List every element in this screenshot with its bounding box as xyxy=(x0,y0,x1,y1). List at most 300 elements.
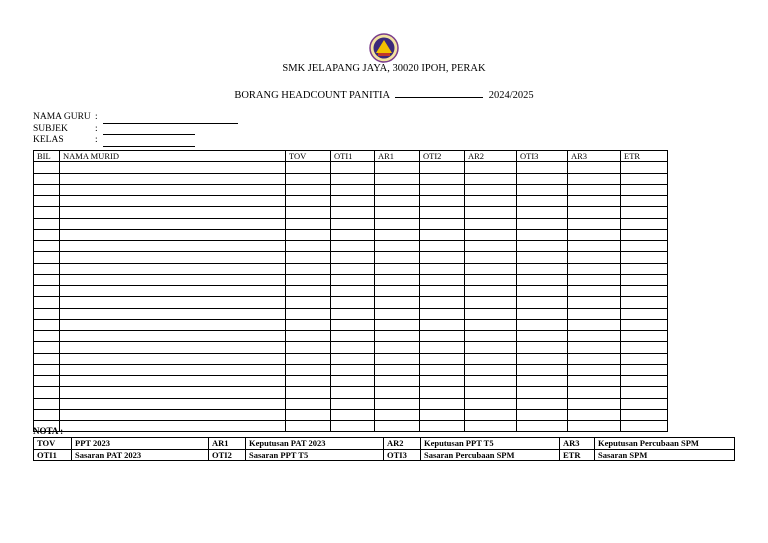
subjek-line[interactable] xyxy=(103,126,195,135)
table-cell[interactable] xyxy=(420,229,465,240)
session-year: 2024/2025 xyxy=(488,90,534,101)
table-cell[interactable] xyxy=(420,252,465,263)
table-cell[interactable] xyxy=(568,252,621,263)
table-cell[interactable] xyxy=(621,353,668,364)
column-header: OTI1 xyxy=(331,151,375,162)
table-cell[interactable] xyxy=(465,387,517,398)
column-header: ETR xyxy=(621,151,668,162)
table-cell[interactable] xyxy=(621,252,668,263)
table-cell[interactable] xyxy=(465,331,517,342)
nota-description: Sasaran PPT T5 xyxy=(246,449,384,461)
table-cell[interactable] xyxy=(465,398,517,409)
table-cell[interactable] xyxy=(568,409,621,420)
table-cell[interactable] xyxy=(420,421,465,432)
table-cell[interactable] xyxy=(517,229,568,240)
table-cell[interactable] xyxy=(621,263,668,274)
table-cell[interactable] xyxy=(420,376,465,387)
table-row xyxy=(34,421,668,432)
table-row xyxy=(34,218,668,229)
table-cell[interactable] xyxy=(60,286,286,297)
table-cell[interactable] xyxy=(517,241,568,252)
table-cell[interactable] xyxy=(420,196,465,207)
table-cell[interactable] xyxy=(331,319,375,330)
field-colon: : xyxy=(95,135,98,145)
table-cell[interactable] xyxy=(465,376,517,387)
nota-description: Sasaran PAT 2023 xyxy=(72,449,209,461)
table-cell[interactable] xyxy=(568,308,621,319)
table-cell[interactable] xyxy=(420,241,465,252)
table-row xyxy=(34,263,668,274)
table-cell[interactable] xyxy=(465,297,517,308)
table-cell[interactable] xyxy=(34,387,60,398)
table-cell[interactable] xyxy=(568,162,621,173)
table-cell[interactable] xyxy=(568,173,621,184)
table-cell[interactable] xyxy=(60,342,286,353)
table-cell[interactable] xyxy=(34,274,60,285)
table-cell[interactable] xyxy=(517,297,568,308)
table-cell[interactable] xyxy=(621,376,668,387)
table-cell[interactable] xyxy=(286,398,331,409)
table-cell[interactable] xyxy=(286,184,331,195)
table-cell[interactable] xyxy=(621,364,668,375)
table-cell[interactable] xyxy=(286,376,331,387)
headcount-table xyxy=(33,150,668,432)
table-cell[interactable] xyxy=(60,331,286,342)
table-cell[interactable] xyxy=(375,421,420,432)
table-cell[interactable] xyxy=(286,387,331,398)
table-cell[interactable] xyxy=(60,398,286,409)
table-cell[interactable] xyxy=(60,207,286,218)
form-fields xyxy=(33,112,238,147)
table-cell[interactable] xyxy=(517,184,568,195)
table-row xyxy=(34,376,668,387)
table-row xyxy=(34,196,668,207)
table-cell[interactable] xyxy=(375,274,420,285)
table-cell[interactable] xyxy=(517,319,568,330)
nota-code: OTI2 xyxy=(209,449,246,461)
table-cell[interactable] xyxy=(34,342,60,353)
table-cell[interactable] xyxy=(568,376,621,387)
table-cell[interactable] xyxy=(286,196,331,207)
table-cell[interactable] xyxy=(375,308,420,319)
table-cell[interactable] xyxy=(34,184,60,195)
table-cell[interactable] xyxy=(331,364,375,375)
kelas-line[interactable] xyxy=(103,138,195,147)
table-cell[interactable] xyxy=(517,364,568,375)
table-cell[interactable] xyxy=(568,207,621,218)
table-cell[interactable] xyxy=(621,196,668,207)
table-cell[interactable] xyxy=(60,252,286,263)
table-row xyxy=(34,409,668,420)
table-row xyxy=(34,364,668,375)
table-cell[interactable] xyxy=(568,319,621,330)
column-header: OTI3 xyxy=(517,151,568,162)
table-cell[interactable] xyxy=(60,274,286,285)
table-cell[interactable] xyxy=(286,319,331,330)
table-cell[interactable] xyxy=(420,297,465,308)
table-cell[interactable] xyxy=(621,319,668,330)
table-cell[interactable] xyxy=(331,342,375,353)
table-cell[interactable] xyxy=(420,173,465,184)
table-cell[interactable] xyxy=(517,274,568,285)
table-cell[interactable] xyxy=(331,353,375,364)
table-cell[interactable] xyxy=(621,297,668,308)
table-cell[interactable] xyxy=(621,398,668,409)
table-cell[interactable] xyxy=(34,331,60,342)
table-cell[interactable] xyxy=(420,286,465,297)
table-cell[interactable] xyxy=(517,263,568,274)
table-cell[interactable] xyxy=(420,184,465,195)
table-cell[interactable] xyxy=(621,421,668,432)
table-cell[interactable] xyxy=(331,297,375,308)
table-cell[interactable] xyxy=(621,342,668,353)
nota-code: TOV xyxy=(34,438,72,450)
table-cell[interactable] xyxy=(465,342,517,353)
table-cell[interactable] xyxy=(34,286,60,297)
table-cell[interactable] xyxy=(60,184,286,195)
table-cell[interactable] xyxy=(465,409,517,420)
table-cell[interactable] xyxy=(568,297,621,308)
table-cell[interactable] xyxy=(331,184,375,195)
table-cell[interactable] xyxy=(286,297,331,308)
nota-description: Keputusan Percubaan SPM xyxy=(595,438,735,450)
table-cell[interactable] xyxy=(465,173,517,184)
table-cell[interactable] xyxy=(568,274,621,285)
table-cell[interactable] xyxy=(331,409,375,420)
table-cell[interactable] xyxy=(568,331,621,342)
field-nama-guru xyxy=(33,112,238,124)
table-cell[interactable] xyxy=(60,387,286,398)
table-cell[interactable] xyxy=(331,274,375,285)
table-cell[interactable] xyxy=(375,353,420,364)
column-header: NAMA MURID xyxy=(60,151,286,162)
table-cell[interactable] xyxy=(621,308,668,319)
table-cell[interactable] xyxy=(286,342,331,353)
table-cell[interactable] xyxy=(60,173,286,184)
table-cell[interactable] xyxy=(375,331,420,342)
table-cell[interactable] xyxy=(568,421,621,432)
table-cell[interactable] xyxy=(465,162,517,173)
table-cell[interactable] xyxy=(34,308,60,319)
school-logo xyxy=(368,33,400,63)
nota-code: OTI3 xyxy=(384,449,421,461)
table-cell[interactable] xyxy=(60,308,286,319)
table-cell[interactable] xyxy=(60,353,286,364)
table-row xyxy=(34,286,668,297)
nota-description: Sasaran Percubaan SPM xyxy=(421,449,560,461)
table-cell[interactable] xyxy=(517,342,568,353)
table-cell[interactable] xyxy=(375,207,420,218)
field-colon: : xyxy=(95,112,98,122)
table-cell[interactable] xyxy=(465,218,517,229)
table-cell[interactable] xyxy=(375,342,420,353)
table-cell[interactable] xyxy=(375,263,420,274)
panitia-blank-line xyxy=(395,88,483,98)
nota-description: Keputusan PAT 2023 xyxy=(246,438,384,450)
table-cell[interactable] xyxy=(375,173,420,184)
table-cell[interactable] xyxy=(517,207,568,218)
table-cell[interactable] xyxy=(420,331,465,342)
table-cell[interactable] xyxy=(60,241,286,252)
school-name: SMK JELAPANG JAYA, 30020 IPOH, PERAK xyxy=(282,63,486,74)
table-cell[interactable] xyxy=(621,387,668,398)
table-cell[interactable] xyxy=(420,274,465,285)
table-cell[interactable] xyxy=(375,218,420,229)
table-cell[interactable] xyxy=(375,364,420,375)
table-cell[interactable] xyxy=(286,274,331,285)
table-cell[interactable] xyxy=(375,387,420,398)
field-label: KELAS xyxy=(33,135,64,145)
table-cell[interactable] xyxy=(286,331,331,342)
form-title-text: BORANG HEADCOUNT PANITIA xyxy=(234,90,390,101)
table-cell[interactable] xyxy=(34,297,60,308)
table-cell[interactable] xyxy=(420,319,465,330)
nota-description: Keputusan PPT T5 xyxy=(421,438,560,450)
table-row xyxy=(34,173,668,184)
table-cell[interactable] xyxy=(568,398,621,409)
table-cell[interactable] xyxy=(331,173,375,184)
table-cell[interactable] xyxy=(517,162,568,173)
table-cell[interactable] xyxy=(375,252,420,263)
table-cell[interactable] xyxy=(420,353,465,364)
table-cell[interactable] xyxy=(286,241,331,252)
table-cell[interactable] xyxy=(517,409,568,420)
table-cell[interactable] xyxy=(331,421,375,432)
table-cell[interactable] xyxy=(621,207,668,218)
table-cell[interactable] xyxy=(60,409,286,420)
table-cell[interactable] xyxy=(34,207,60,218)
table-cell[interactable] xyxy=(286,207,331,218)
table-cell[interactable] xyxy=(465,286,517,297)
table-cell[interactable] xyxy=(331,162,375,173)
table-cell[interactable] xyxy=(568,387,621,398)
table-cell[interactable] xyxy=(375,286,420,297)
table-cell[interactable] xyxy=(375,409,420,420)
column-header: AR2 xyxy=(465,151,517,162)
table-cell[interactable] xyxy=(375,241,420,252)
table-row xyxy=(34,207,668,218)
table-cell[interactable] xyxy=(465,241,517,252)
table-cell[interactable] xyxy=(465,421,517,432)
nota-row xyxy=(34,449,735,461)
table-cell[interactable] xyxy=(286,353,331,364)
table-cell[interactable] xyxy=(621,184,668,195)
table-cell[interactable] xyxy=(375,398,420,409)
table-cell[interactable] xyxy=(568,364,621,375)
table-cell[interactable] xyxy=(60,218,286,229)
table-cell[interactable] xyxy=(517,331,568,342)
table-cell[interactable] xyxy=(60,229,286,240)
table-cell[interactable] xyxy=(286,162,331,173)
table-row xyxy=(34,241,668,252)
table-row xyxy=(34,319,668,330)
table-cell[interactable] xyxy=(286,173,331,184)
table-row xyxy=(34,387,668,398)
table-cell[interactable] xyxy=(60,376,286,387)
table-cell[interactable] xyxy=(621,162,668,173)
table-cell[interactable] xyxy=(375,297,420,308)
table-cell[interactable] xyxy=(60,319,286,330)
table-cell[interactable] xyxy=(465,196,517,207)
table-cell[interactable] xyxy=(621,229,668,240)
table-cell[interactable] xyxy=(621,241,668,252)
table-cell[interactable] xyxy=(568,353,621,364)
table-cell[interactable] xyxy=(60,196,286,207)
table-cell[interactable] xyxy=(465,263,517,274)
table-cell[interactable] xyxy=(621,409,668,420)
table-cell[interactable] xyxy=(465,184,517,195)
table-cell[interactable] xyxy=(60,162,286,173)
table-cell[interactable] xyxy=(34,398,60,409)
table-cell[interactable] xyxy=(331,286,375,297)
table-cell[interactable] xyxy=(517,353,568,364)
table-cell[interactable] xyxy=(517,196,568,207)
table-cell[interactable] xyxy=(34,218,60,229)
table-cell[interactable] xyxy=(286,286,331,297)
table-cell[interactable] xyxy=(420,398,465,409)
nota-code: AR2 xyxy=(384,438,421,450)
field-label: NAMA GURU xyxy=(33,112,91,122)
nota-label: NOTA : xyxy=(33,426,64,436)
table-cell[interactable] xyxy=(286,409,331,420)
table-cell[interactable] xyxy=(375,184,420,195)
table-row xyxy=(34,252,668,263)
table-cell[interactable] xyxy=(286,308,331,319)
nota-description: Sasaran SPM xyxy=(595,449,735,461)
table-cell[interactable] xyxy=(420,342,465,353)
table-cell[interactable] xyxy=(331,376,375,387)
table-cell[interactable] xyxy=(34,319,60,330)
table-cell[interactable] xyxy=(568,229,621,240)
table-cell[interactable] xyxy=(331,196,375,207)
table-cell[interactable] xyxy=(465,207,517,218)
table-cell[interactable] xyxy=(375,319,420,330)
table-cell[interactable] xyxy=(465,319,517,330)
table-cell[interactable] xyxy=(34,353,60,364)
table-cell[interactable] xyxy=(286,263,331,274)
table-cell[interactable] xyxy=(568,342,621,353)
table-cell[interactable] xyxy=(420,387,465,398)
table-cell[interactable] xyxy=(331,263,375,274)
table-row xyxy=(34,308,668,319)
table-cell[interactable] xyxy=(420,162,465,173)
column-header: AR3 xyxy=(568,151,621,162)
table-cell[interactable] xyxy=(34,252,60,263)
table-cell[interactable] xyxy=(286,252,331,263)
table-cell[interactable] xyxy=(568,286,621,297)
table-cell[interactable] xyxy=(517,421,568,432)
table-cell[interactable] xyxy=(420,218,465,229)
table-cell[interactable] xyxy=(34,263,60,274)
table-cell[interactable] xyxy=(34,364,60,375)
table-cell[interactable] xyxy=(568,196,621,207)
table-cell[interactable] xyxy=(517,376,568,387)
table-cell[interactable] xyxy=(286,364,331,375)
column-header: BIL xyxy=(34,151,60,162)
table-cell[interactable] xyxy=(420,364,465,375)
table-cell[interactable] xyxy=(621,286,668,297)
table-cell[interactable] xyxy=(286,229,331,240)
table-cell[interactable] xyxy=(621,331,668,342)
table-cell[interactable] xyxy=(517,218,568,229)
table-cell[interactable] xyxy=(34,196,60,207)
table-cell[interactable] xyxy=(568,263,621,274)
table-cell[interactable] xyxy=(331,241,375,252)
table-cell[interactable] xyxy=(375,229,420,240)
table-cell[interactable] xyxy=(331,229,375,240)
table-cell[interactable] xyxy=(60,421,286,432)
table-cell[interactable] xyxy=(331,207,375,218)
table-cell[interactable] xyxy=(34,173,60,184)
table-cell[interactable] xyxy=(375,162,420,173)
table-cell[interactable] xyxy=(286,421,331,432)
table-cell[interactable] xyxy=(517,308,568,319)
nama-guru-line[interactable] xyxy=(103,115,238,124)
table-cell[interactable] xyxy=(568,218,621,229)
table-cell[interactable] xyxy=(568,241,621,252)
table-cell[interactable] xyxy=(34,409,60,420)
table-cell[interactable] xyxy=(420,409,465,420)
table-cell[interactable] xyxy=(517,398,568,409)
table-cell[interactable] xyxy=(34,229,60,240)
table-cell[interactable] xyxy=(331,398,375,409)
table-cell[interactable] xyxy=(34,241,60,252)
table-cell[interactable] xyxy=(621,274,668,285)
table-cell[interactable] xyxy=(60,364,286,375)
nota-code: ETR xyxy=(560,449,595,461)
table-cell[interactable] xyxy=(517,252,568,263)
table-cell[interactable] xyxy=(568,184,621,195)
table-cell[interactable] xyxy=(420,263,465,274)
table-row xyxy=(34,331,668,342)
table-cell[interactable] xyxy=(375,376,420,387)
table-row xyxy=(34,353,668,364)
table-cell[interactable] xyxy=(34,376,60,387)
table-cell[interactable] xyxy=(331,218,375,229)
field-subjek xyxy=(33,124,238,136)
table-cell[interactable] xyxy=(60,297,286,308)
field-colon: : xyxy=(95,123,98,134)
table-cell[interactable] xyxy=(60,263,286,274)
table-cell[interactable] xyxy=(420,207,465,218)
table-cell[interactable] xyxy=(420,308,465,319)
table-cell[interactable] xyxy=(517,173,568,184)
nota-row xyxy=(34,438,735,450)
form-title xyxy=(0,88,768,101)
table-cell[interactable] xyxy=(517,387,568,398)
table-cell[interactable] xyxy=(331,387,375,398)
table-cell[interactable] xyxy=(517,286,568,297)
table-cell[interactable] xyxy=(465,274,517,285)
table-row xyxy=(34,297,668,308)
table-row xyxy=(34,229,668,240)
table-cell[interactable] xyxy=(621,218,668,229)
table-cell[interactable] xyxy=(34,162,60,173)
table-cell[interactable] xyxy=(465,353,517,364)
table-cell[interactable] xyxy=(331,252,375,263)
column-header: AR1 xyxy=(375,151,420,162)
table-cell[interactable] xyxy=(331,331,375,342)
table-cell[interactable] xyxy=(465,229,517,240)
table-cell[interactable] xyxy=(465,252,517,263)
table-cell[interactable] xyxy=(465,308,517,319)
table-cell[interactable] xyxy=(331,308,375,319)
nota-code: AR3 xyxy=(560,438,595,450)
table-cell[interactable] xyxy=(621,173,668,184)
table-cell[interactable] xyxy=(286,218,331,229)
table-cell[interactable] xyxy=(465,364,517,375)
table-cell[interactable] xyxy=(375,196,420,207)
